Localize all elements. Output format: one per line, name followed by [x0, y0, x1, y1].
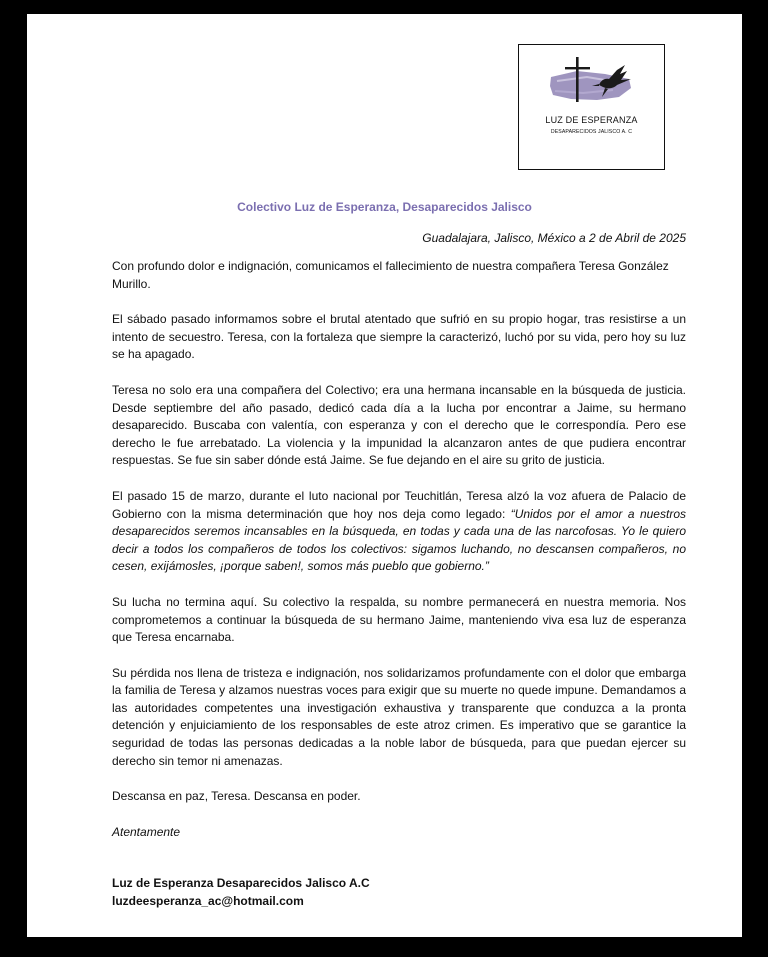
paragraph-7: Descansa en paz, Teresa. Descansa en poder.: [112, 789, 361, 804]
paragraph-4-intro: El pasado 15 de marzo, durante el luto nacional por Teuchitlán, Teresa alzó la voz afuera de Palacio de Gobierno con la misma determinación que hoy nos deja como legado:: [112, 488, 686, 521]
signature-email[interactable]: luzdeesperanza_ac@hotmail.com: [112, 894, 304, 909]
signature-org: Luz de Esperanza Desaparecidos Jalisco A.C: [112, 876, 370, 891]
letter-heading: Colectivo Luz de Esperanza, Desaparecidos Jalisco: [237, 200, 532, 214]
paragraph-4: [112, 488, 686, 576]
paragraph-1: Con profundo dolor e indignación, comunicamos el fallecimiento de nuestra compañera Teresa González Murillo.: [112, 259, 669, 291]
dateline: Guadalajara, Jalisco, México a 2 de Abril de 2025: [422, 231, 686, 245]
paragraph-5: Su lucha no termina aquí. Su colectivo la respalda, su nombre permanecerá en nuestra memoria. Nos comprometemos a continuar la búsqueda de su hermano Jaime, manteniendo viva esa luz de esperanza que Teresa encarnaba.: [112, 594, 686, 645]
letter-page: [27, 14, 742, 937]
logo-subtitle: DESAPARECIDOS JALISCO A. C: [550, 129, 633, 135]
cross-and-hummingbird-icon: [547, 55, 637, 113]
logo: [518, 44, 665, 170]
paragraph-6: Su pérdida nos llena de tristeza e indignación, nos solidarizamos profundamente con el dolor que embarga la familia de Teresa y alzamos nuestras voces para exigir que su muerte no quede impune. Demandamos a las autoridades competentes una investigación exhaustiva y transparente que conduzca a la pronta detención y enjuiciamiento de los responsables de este atroz crimen. Es imperativo que se garantice la seguridad de todas las personas dedicadas a la noble labor de búsqueda, para que puedan ejercer su derecho sin temor ni amenazas.: [112, 665, 686, 768]
paragraph-3: Teresa no solo era una compañera del Colectivo; era una hermana incansable en la búsqueda de justicia. Desde septiembre del año pasado, dedicó cada día a la lucha por encontrar a Jaime, su hermano desaparecido. Buscaba con valentía, con esperanza y con el derecho que le correspondía. Pero ese derecho le fue arrebatado. La violencia y la impunidad la alcanzaron antes de que pudiera encontrar respuestas. Se fue sin saber dónde está Jaime. Se fue dejando en el aire su grito de justicia.: [112, 382, 686, 468]
letter-body: [112, 258, 686, 911]
logo-name: LUZ DE ESPERANZA: [545, 115, 638, 125]
signature-block: [112, 875, 686, 910]
quote: “Unidos por el amor a nuestros desaparecidos seremos incansables en la búsqueda, en todas y cada una de las narcofosas. Yo le quiero decir a todos los compañeros de todos los colectivos: sigamos luchando, no descansen compañeros, no cesen, exijámosles, ¡porque saben!, somos más pueblo que gobierno.”: [112, 506, 686, 574]
paragraph-2: El sábado pasado informamos sobre el brutal atentado que sufrió en su propio hogar, tras resistirse a un intento de secuestro. Teresa, con la fortaleza que siempre la caracterizó, luchó por su vida, pero hoy su luz se ha apagado.: [112, 312, 686, 362]
closing: Atentamente: [112, 824, 181, 839]
